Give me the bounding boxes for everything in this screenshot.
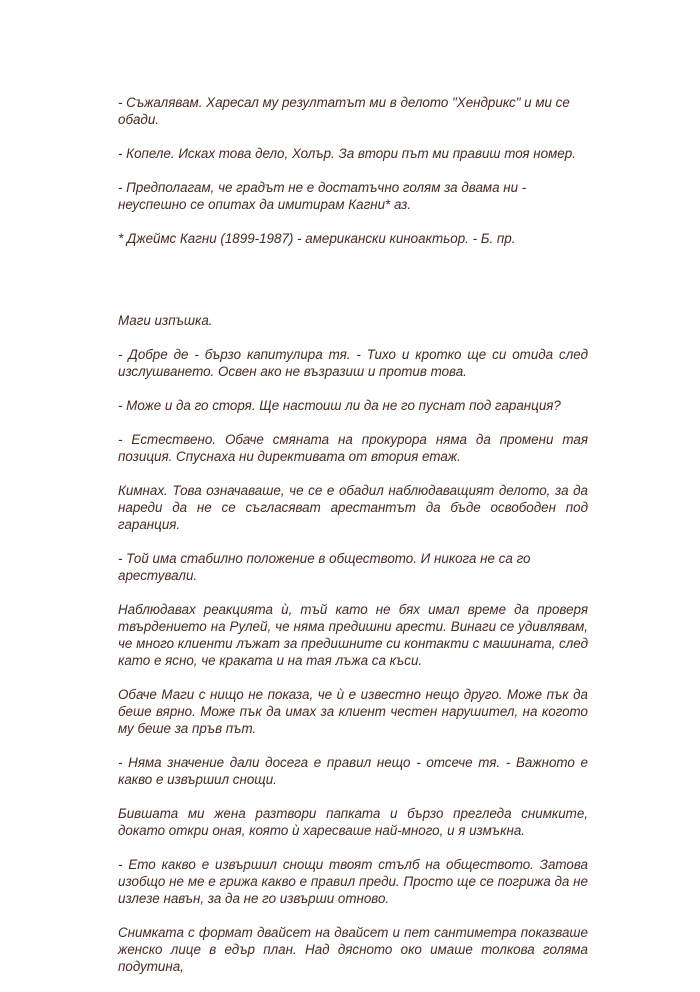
section-gap (118, 264, 588, 312)
paragraph: - Естествено. Обаче смяната на прокурора няма да промени тая позиция. Спуснаха ни директивата от втория етаж. (118, 432, 588, 464)
footnote: * Джеймс Кагни (1899-1987) - американски киноактьор. - Б. пр. (118, 231, 516, 246)
paragraph: - Съжалявам. Харесал му резултатът ми в делото "Хендрикс" и ми се обади. (118, 95, 570, 127)
paragraph: - Няма значение дали досега е правил нещо - отсече тя. - Важното е какво е извършил снощи. (118, 755, 588, 787)
paragraph: - Той има стабилно положение в обществото. И никога не са го арестували. (118, 551, 531, 583)
paragraph: Бившата ми жена разтвори папката и бързо прегледа снимките, докато откри оная, която ѝ харесваше най-много, и я измъкна. (118, 806, 588, 838)
paragraph: Кимнах. Това означаваше, че се е обадил наблюдаващият делото, за да нареди да не се съгласяват арестантът да бъде освободен под гаранция. (118, 483, 588, 532)
paragraph: Маги изпъшка. (118, 313, 213, 328)
paragraph: Снимката с формат двайсет на двайсет и пет сантиметра показваше женско лице в едър план. Над дясното око имаше толкова голяма подутина, (118, 925, 588, 974)
paragraph: - Ето какво е извършил снощи твоят стълб на обществото. Затова изобщо не ме е грижа какво е правил преди. Просто ще се погрижа да не излезе навън, за да не го извърши отново. (118, 857, 588, 906)
paragraph: - Добре де - бързо капитулира тя. - Тихо и кротко ще си отида след изслушването. Освен ако не възразиш и против това. (118, 347, 588, 379)
paragraph: - Копеле. Исках това дело, Холър. За втори път ми правиш тоя номер. (118, 146, 576, 161)
paragraph: - Предполагам, че градът не е достатъчно голям за двама ни - неуспешно се опитах да имитирам Кагни* аз. (118, 180, 527, 212)
text-column (118, 94, 588, 992)
paragraph: Наблюдавах реакцията ѝ, тъй като не бях имал време да проверя твърдението на Рулей, че няма предишни арести. Винаги се удивлявам, че много клиенти лъжат за предишните си контакти с машината, след като е ясно, че краката и на тая лъжа са къси. (118, 602, 588, 668)
paragraph: - Може и да го сторя. Ще настоиш ли да не го пуснат под гаранция? (118, 398, 561, 413)
paragraph: Обаче Маги с нищо не показа, че ѝ е известно нещо друго. Може пък да беше вярно. Може пък да имах за клиент честен нарушител, на когото му беше за пръв път. (118, 687, 588, 736)
